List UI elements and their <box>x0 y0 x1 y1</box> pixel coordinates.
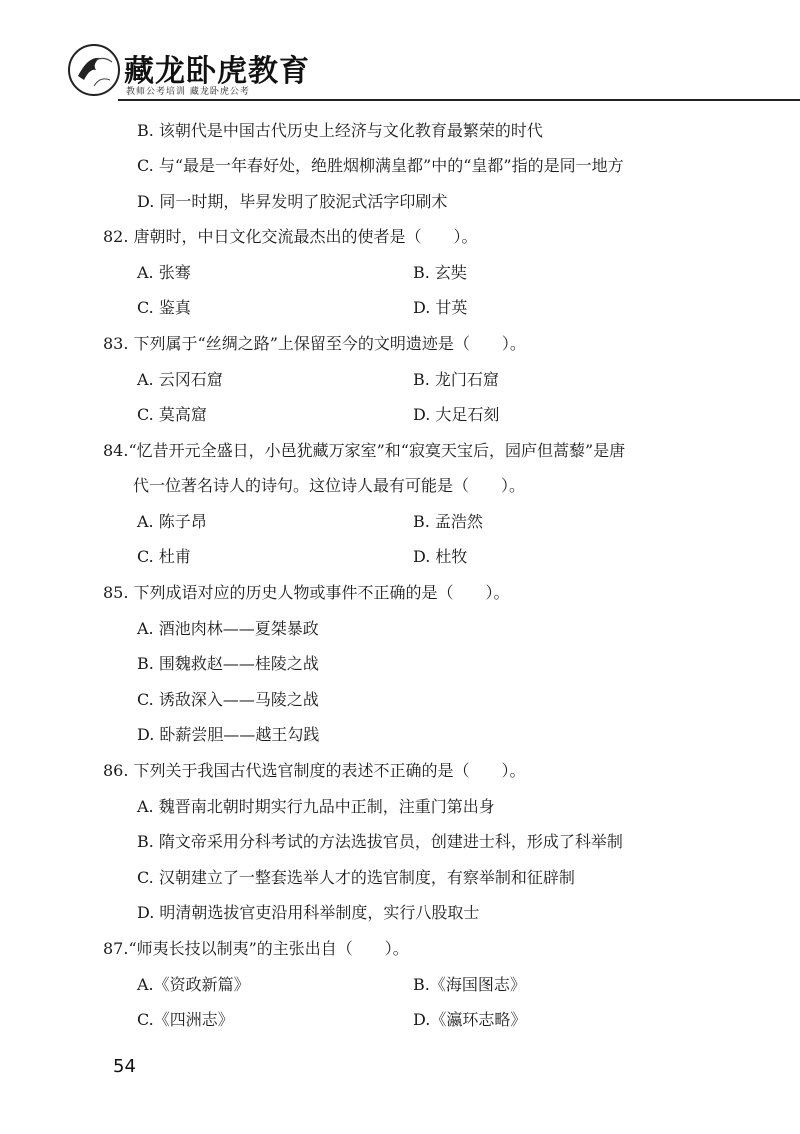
option-line: C.《四洲志》 <box>137 1010 234 1029</box>
option-line: D. 杜牧 <box>413 547 468 566</box>
option-line: A.《资政新篇》 <box>137 975 250 994</box>
option-line: C. 汉朝建立了一整套选举人才的选官制度，有察举制和征辟制 <box>137 868 575 887</box>
question-82: 82. 唐朝时，中日文化交流最杰出的使者是（ ）。 <box>103 227 478 246</box>
option-line: B. 隋文帝采用分科考试的方法选拔官员，创建进士科，形成了科举制 <box>137 832 623 851</box>
option-line: D. 卧薪尝胆——越王勾践 <box>137 725 320 744</box>
option-line: A. 张骞 <box>137 263 191 282</box>
bird-icon <box>70 46 118 94</box>
option-line: B. 玄奘 <box>413 263 467 282</box>
option-line: A. 酒池肉林——夏桀暴政 <box>137 619 319 638</box>
header-divider <box>118 99 800 101</box>
option-line: B. 孟浩然 <box>413 512 483 531</box>
page-number: 54 <box>113 1056 136 1077</box>
option-line: A. 陈子昂 <box>137 512 207 531</box>
question-84: 84.“忆昔开元全盛日，小邑犹藏万家室”和“寂寞天宝后，园庐但蒿藜”是唐 <box>103 441 626 460</box>
option-line: B. 该朝代是中国古代历史上经济与文化教育最繁荣的时代 <box>137 121 543 140</box>
question-86: 86. 下列关于我国古代选官制度的表述不正确的是（ ）。 <box>103 761 526 780</box>
option-line: C. 莫高窟 <box>137 405 207 424</box>
option-line: B.《海国图志》 <box>413 975 526 994</box>
option-line: D. 甘英 <box>413 298 468 317</box>
option-line: C. 与“最是一年春好处，绝胜烟柳满皇都”中的“皇都”指的是同一地方 <box>137 156 624 175</box>
brand-logo-icon <box>68 44 120 96</box>
option-line: B. 龙门石窟 <box>413 370 499 389</box>
question-85: 85. 下列成语对应的历史人物或事件不正确的是（ ）。 <box>103 583 510 602</box>
page-header <box>0 0 800 106</box>
brand-name: 藏龙卧虎教育 <box>124 54 310 89</box>
option-line: C. 杜甫 <box>137 547 191 566</box>
question-83: 83. 下列属于“丝绸之路”上保留至今的文明遗迹是（ ）。 <box>103 334 526 353</box>
question-84-continuation: 代一位著名诗人的诗句。这位诗人最有可能是（ ）。 <box>133 476 526 495</box>
question-87: 87.“师夷长技以制夷”的主张出自（ ）。 <box>103 939 409 958</box>
brand-subtitle: 教师公考培训 藏龙卧虎公考 <box>126 87 250 97</box>
option-line: C. 诱敌深入——马陵之战 <box>137 690 319 709</box>
option-line: D. 大足石刻 <box>413 405 500 424</box>
option-line: A. 魏晋南北朝时期实行九品中正制，注重门第出身 <box>137 797 495 816</box>
option-line: A. 云冈石窟 <box>137 370 223 389</box>
option-line: D.《瀛环志略》 <box>413 1010 527 1029</box>
option-line: D. 明清朝选拔官吏沿用科举制度，实行八股取士 <box>137 903 480 922</box>
option-line: B. 围魏救赵——桂陵之战 <box>137 654 319 673</box>
option-line: D. 同一时期，毕昇发明了胶泥式活字印刷术 <box>137 192 448 211</box>
option-line: C. 鉴真 <box>137 298 191 317</box>
